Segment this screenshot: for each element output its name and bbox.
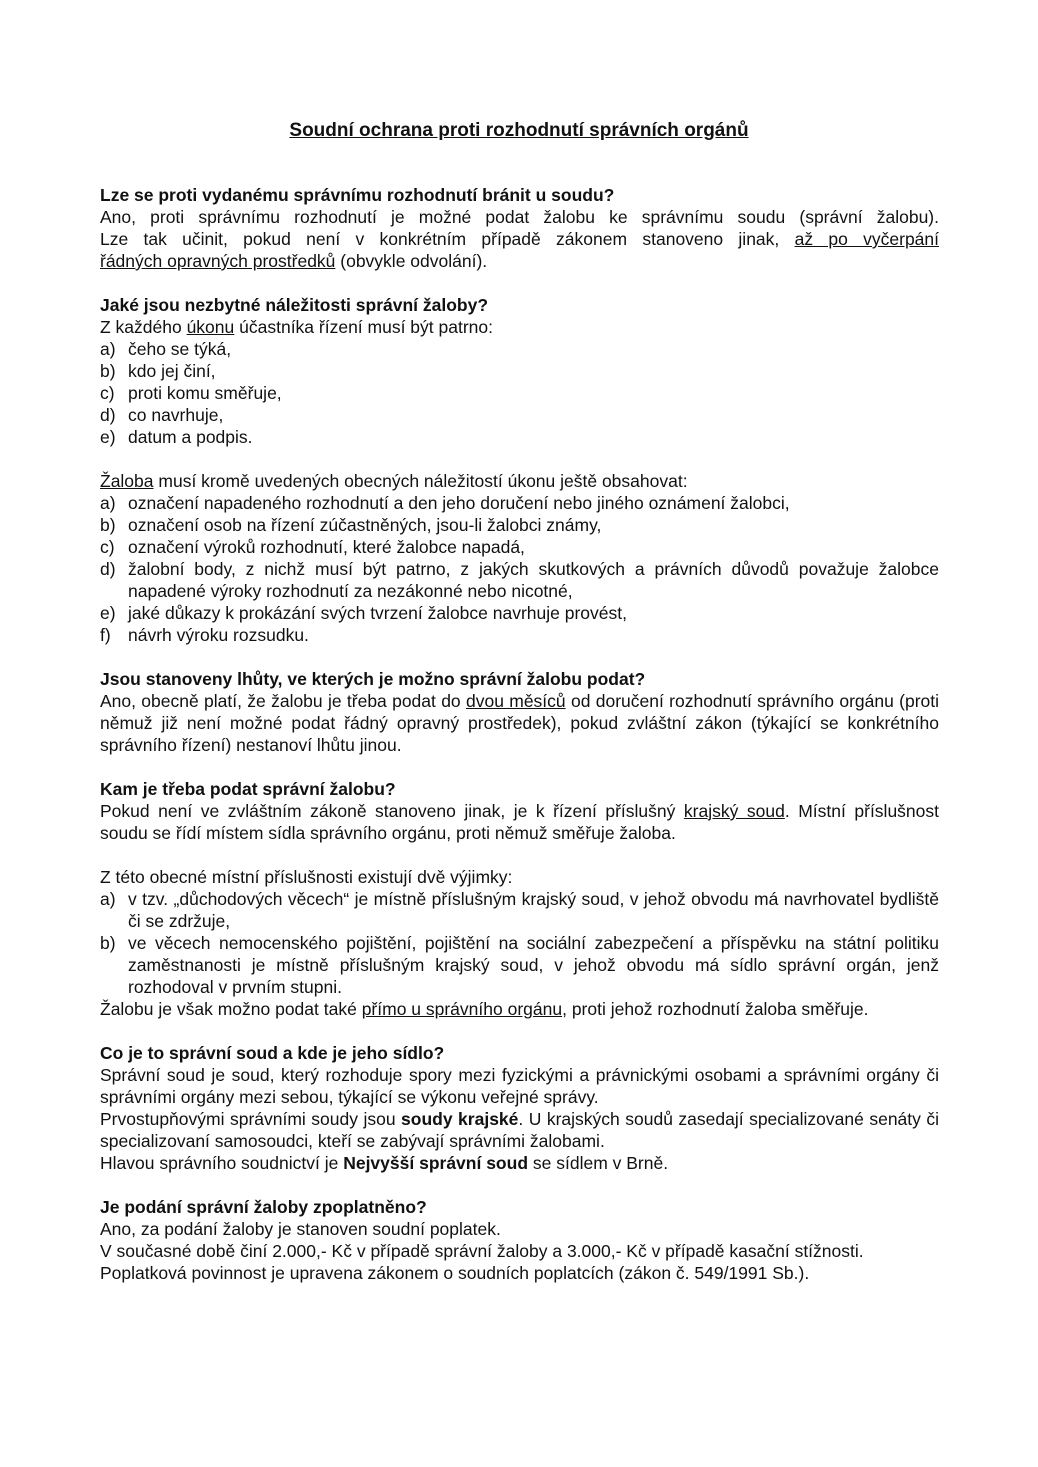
list-item: d) žalobní body, z nichž musí být patrno, z jakých skutkových a právních důvodů považuje žalobce napadené výroky rozhodnutí za nezákonné nebo nicotné,: [100, 559, 939, 601]
requirements-list: [100, 338, 939, 448]
document-body: [100, 184, 939, 1306]
question-heading: Jaké jsou nezbytné náležitosti správní žaloby?: [100, 295, 489, 315]
paragraph: Z této obecné místní příslušnosti existují dvě výjimky:: [100, 867, 513, 887]
paragraph: Ano, za podání žaloby je stanoven soudní poplatek.: [100, 1219, 501, 1239]
spacer: [100, 448, 939, 470]
list-item: a) označení napadeného rozhodnutí a den jeho doručení nebo jiného oznámení žalobci,: [100, 493, 790, 513]
question-heading: Co je to správní soud a kde je jeho sídlo?: [100, 1043, 445, 1063]
question-heading: Kam je třeba podat správní žalobu?: [100, 779, 396, 799]
underlined-text: úkonu: [186, 317, 235, 337]
list-item: b) kdo jej činí,: [100, 361, 216, 381]
list-item: b) označení osob na řízení zúčastněných, jsou-li žalobci známy,: [100, 515, 602, 535]
bold-text: soudy krajské: [401, 1109, 519, 1129]
paragraph: Ano, obecně platí, že žalobu je třeba podat do dvou měsíců od doručení rozhodnutí správního orgánu (proti němuž již není možné podat řádný opravný prostředek), pokud zvláštní zákon (týkající se konkrétního správního řízení) nestanoví lhůtu jinou.: [100, 691, 940, 755]
list-item: b) ve věcech nemocenského pojištění, pojištění na sociální zabezpečení a příspěvku na státní politiku zaměstnanosti je místně příslušným krajský soud, v jehož obvodu má sídlo správní orgán, jenž rozhodoval v prvním stupni.: [100, 933, 939, 997]
section-deadlines: [100, 668, 939, 756]
paragraph: Správní soud je soud, který rozhoduje spory mezi fyzickými a právnickými osobami a správními orgány či správními orgány mezi sebou, týkající se výkonu veřejné správy.: [100, 1065, 939, 1107]
paragraph: Prvostupňovými správními soudy jsou soudy krajské. U krajských soudů zasedají specializované senáty či specializovaní samosoudci, kteří se zabývají správními žalobami.: [100, 1109, 940, 1151]
bold-text: Nejvyšší správní soud: [343, 1153, 529, 1173]
exceptions-list: [100, 888, 939, 998]
lawsuit-contents-list: [100, 492, 939, 646]
paragraph: Žaloba musí kromě uvedených obecných náležitostí úkonu ještě obsahovat:: [100, 471, 688, 491]
page-title: Soudní ochrana proti rozhodnutí správních orgánů: [289, 120, 749, 141]
underlined-text: krajský soud: [683, 801, 785, 821]
paragraph: Pokud není ve zvláštním zákoně stanoveno jinak, je k řízení příslušný krajský soud. Místní příslušnost soudu se řídí místem sídla správního orgánu, proti němuž směřuje žaloba.: [100, 801, 939, 843]
underlined-text: dvou měsíců: [465, 691, 566, 711]
paragraph: Poplatková povinnost je upravena zákonem o soudních poplatcích (zákon č. 549/1991 Sb.).: [100, 1263, 810, 1283]
section-administrative-court: [100, 1042, 939, 1174]
section-court-protection: [100, 184, 939, 272]
section-fees: [100, 1196, 939, 1284]
section-where-to-file: [100, 778, 939, 1020]
list-item: a) čeho se týká,: [100, 339, 232, 359]
paragraph: Hlavou správního soudnictví je Nejvyšší správní soud se sídlem v Brně.: [100, 1153, 669, 1173]
paragraph: řádných opravných prostředků (obvykle odvolání).: [100, 251, 488, 271]
list-item: f) návrh výroku rozsudku.: [100, 625, 309, 645]
paragraph: Lze tak učinit, pokud není v konkrétním případě zákonem stanoveno jinak, až po vyčerpání: [100, 229, 940, 249]
list-item: d) co navrhuje,: [100, 405, 224, 425]
paragraph: V současné době činí 2.000,- Kč v případě správní žaloby a 3.000,- Kč v případě kasační stížnosti.: [100, 1241, 864, 1261]
underlined-text: přímo u správního orgánu: [361, 999, 563, 1019]
question-heading: Je podání správní žaloby zpoplatněno?: [100, 1197, 427, 1217]
list-item: e) datum a podpis.: [100, 427, 253, 447]
question-heading: Lze se proti vydanému správnímu rozhodnutí bránit u soudu?: [100, 185, 615, 205]
list-item: c) proti komu směřuje,: [100, 383, 282, 403]
spacer: [100, 844, 939, 866]
paragraph: Z každého úkonu účastníka řízení musí být patrno:: [100, 317, 493, 337]
question-heading: Jsou stanoveny lhůty, ve kterých je možno správní žalobu podat?: [100, 669, 646, 689]
list-item: e) jaké důkazy k prokázání svých tvrzení žalobce navrhuje provést,: [100, 603, 627, 623]
underlined-text: až po vyčerpání: [794, 229, 940, 249]
paragraph: Ano, proti správnímu rozhodnutí je možné podat žalobu ke správnímu soudu (správní žalobu).: [100, 207, 939, 227]
list-item: a) v tzv. „důchodových věcech“ je místně příslušným krajský soud, v jehož obvodu má navrhovatel bydliště či se zdržuje,: [100, 889, 939, 931]
paragraph: Žalobu je však možno podat také přímo u správního orgánu, proti jehož rozhodnutí žaloba směřuje.: [100, 999, 869, 1019]
underlined-text: řádných opravných prostředků: [100, 251, 336, 271]
underlined-text: Žaloba: [100, 471, 154, 491]
list-item: c) označení výroků rozhodnutí, které žalobce napadá,: [100, 537, 525, 557]
section-requirements: [100, 294, 939, 646]
